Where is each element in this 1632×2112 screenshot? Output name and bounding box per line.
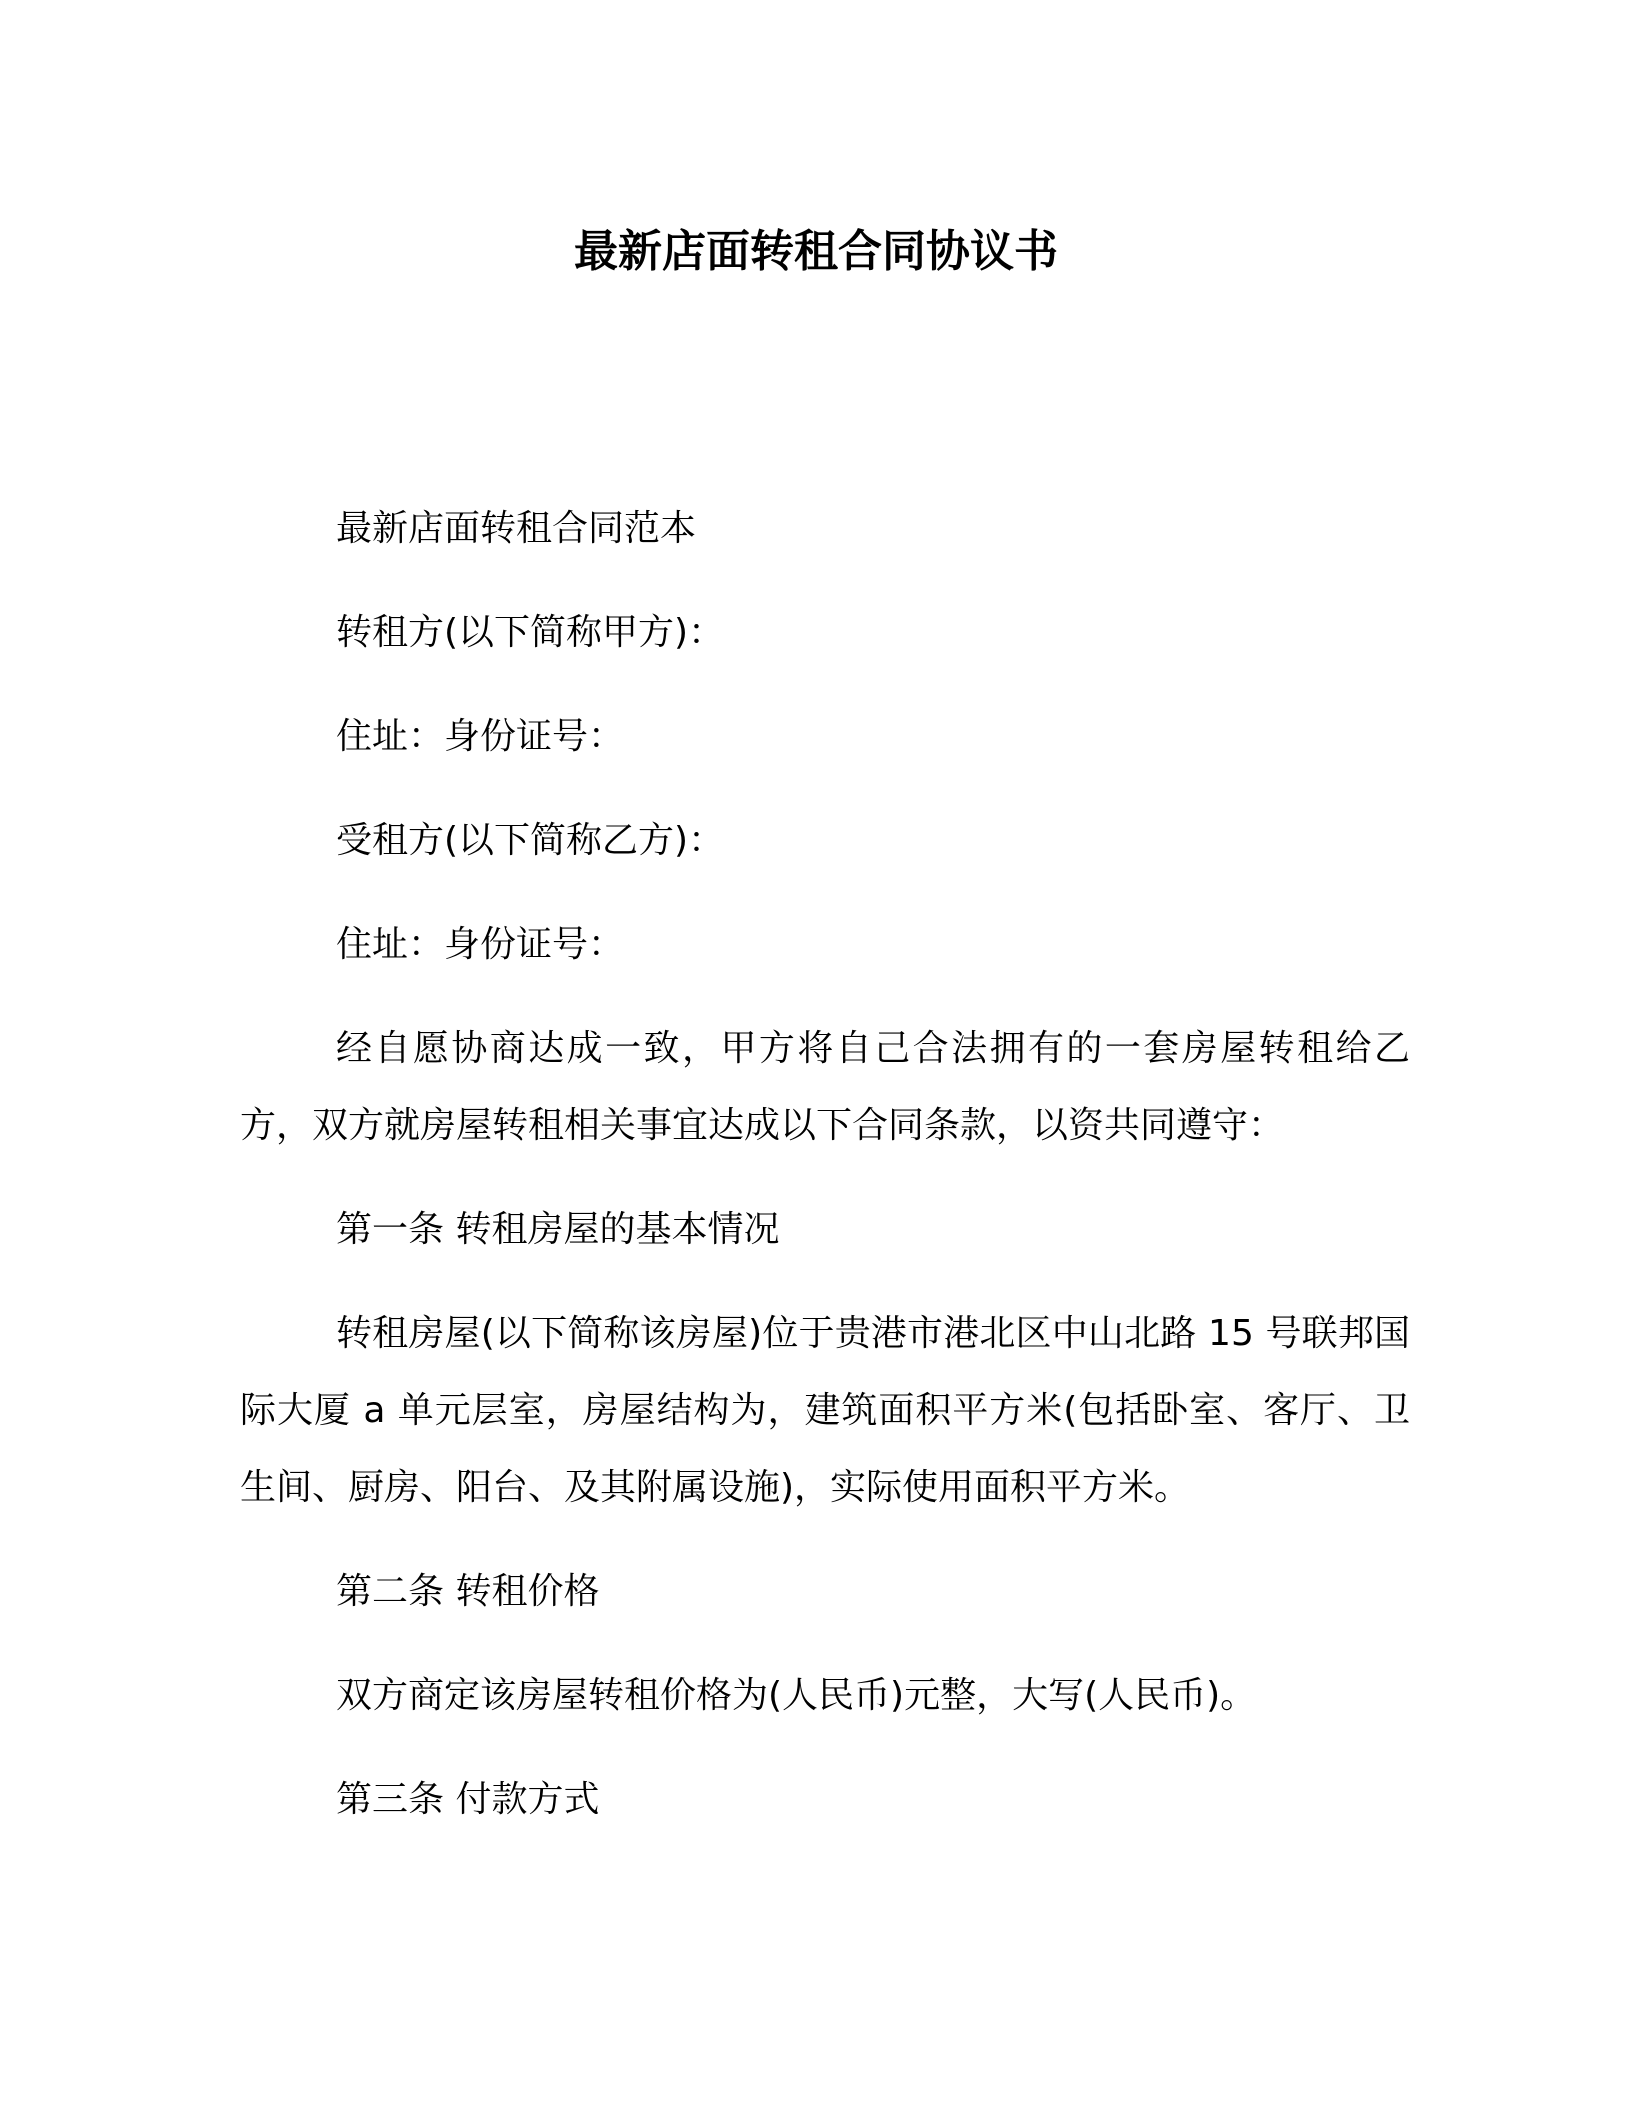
- clause-2-heading: 第二条 转租价格: [336, 1571, 600, 1612]
- paragraph-party-a: 转租方(以下简称甲方)：: [336, 612, 725, 653]
- clause-1-heading: 第一条 转租房屋的基本情况: [336, 1209, 780, 1250]
- clause-3-heading: 第三条 付款方式: [336, 1779, 600, 1820]
- document-body: [240, 490, 1410, 1865]
- paragraph-party-b: 受租方(以下简称乙方)：: [336, 820, 725, 861]
- clause-2-body: 双方商定该房屋转租价格为(人民币)元整，大写(人民币)。: [336, 1675, 1257, 1716]
- paragraph-party-a-address: 住址：身份证号：: [336, 716, 625, 757]
- paragraph-party-b-address: 住址：身份证号：: [336, 924, 625, 965]
- clause-1-body: 转租房屋(以下简称该房屋)位于贵港市港北区中山北路 15 号联邦国际大厦 a 单元层室，房屋结构为，建筑面积平方米(包括卧室、客厅、卫生间、厨房、阳台、及其附属设施)，实际使用面积平方米。: [240, 1313, 1410, 1508]
- paragraph-template-name: 最新店面转租合同范本: [336, 508, 697, 549]
- document-title: 最新店面转租合同协议书: [574, 226, 1058, 277]
- paragraph-agreement-intro: 经自愿协商达成一致，甲方将自己合法拥有的一套房屋转租给乙方，双方就房屋转租相关事宜达成以下合同条款，以资共同遵守：: [240, 1028, 1410, 1146]
